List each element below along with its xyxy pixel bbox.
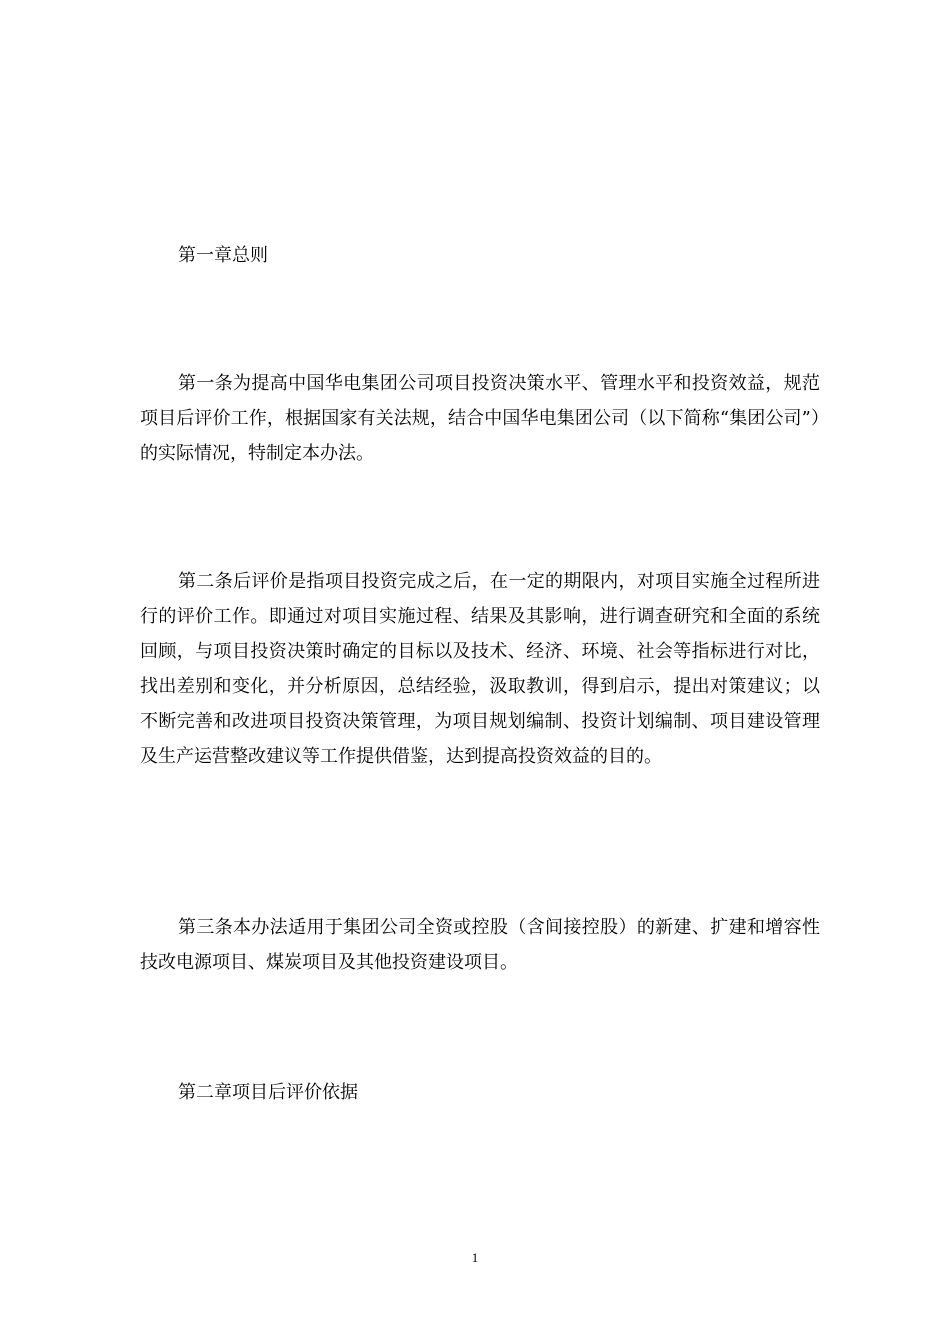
page-number: 1	[471, 1250, 479, 1265]
article-2-paragraph: 第二条后评价是指项目投资完成之后，在一定的期限内，对项目实施全过程所进行的评价工作。即通过对项目实施过程、结果及其影响，进行调查研究和全面的系统回顾，与项目投资决策时确定的目标以及技术、经济、环境、社会等指标进行对比，找出差别和变化，并分析原因，总结经验，汲取教训，得到启示，提出对策建议；以不断完善和改进项目投资决策管理，为项目规划编制、投资计划编制、项目建设管理及生产运营整改建议等工作提供借鉴，达到提高投资效益的目的。	[140, 571, 820, 767]
article-3-paragraph: 第三条本办法适用于集团公司全资或控股（含间接控股）的新建、扩建和增容性技改电源项目、煤炭项目及其他投资建设项目。	[140, 917, 820, 973]
chapter-2-heading: 第二章项目后评价依据	[178, 1082, 358, 1103]
chapter-1-heading: 第一章总则	[178, 245, 268, 266]
article-1-paragraph: 第一条为提高中国华电集团公司项目投资决策水平、管理水平和投资效益，规范项目后评价工作，根据国家有关法规，结合中国华电集团公司（以下简称“集团公司”）的实际情况，特制定本办法。	[140, 373, 820, 464]
